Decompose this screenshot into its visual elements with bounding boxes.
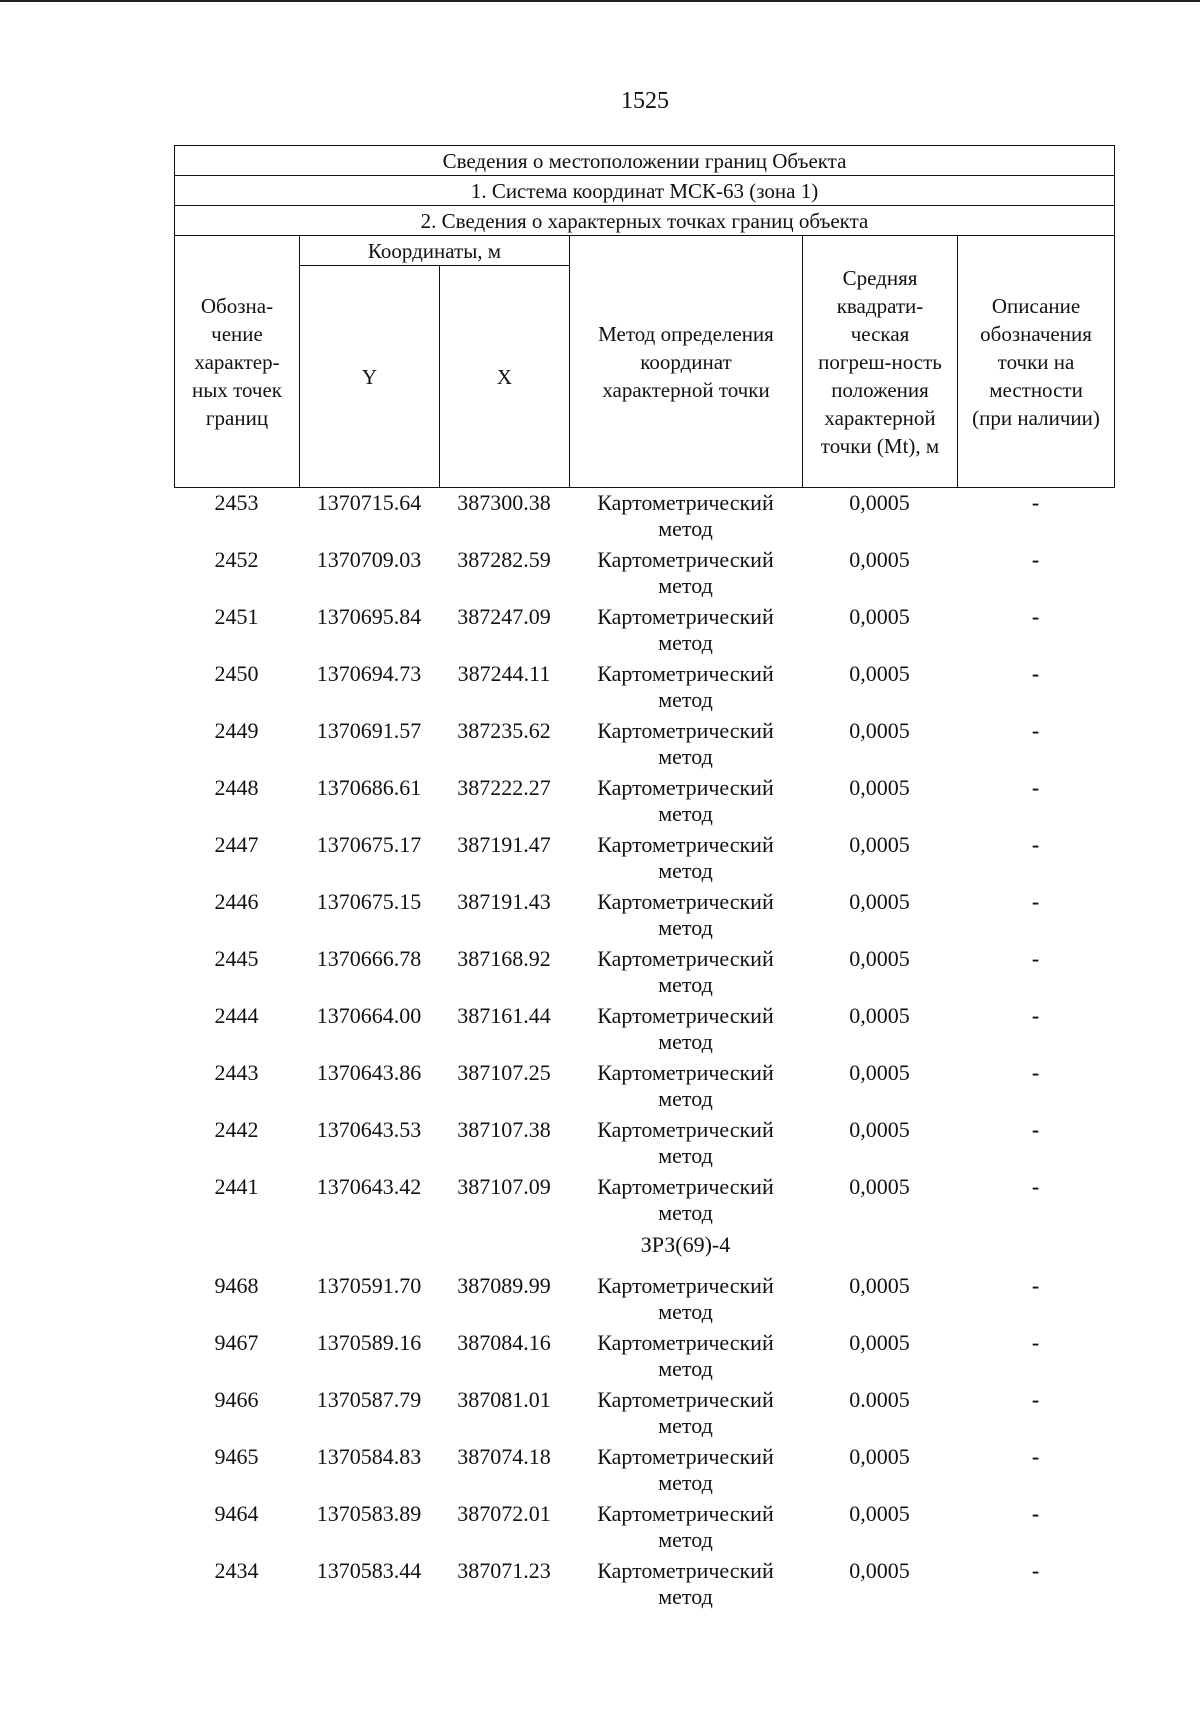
coord-x: 387107.09: [457, 1174, 551, 1199]
point-id: 9468: [214, 1273, 259, 1298]
point-id: 2451: [214, 604, 259, 629]
coord-y: 1370643.42: [316, 1174, 422, 1199]
method: Картометрический метод: [597, 1501, 774, 1552]
coord-y: 1370709.03: [316, 547, 422, 572]
method: Картометрический метод: [597, 1003, 774, 1054]
table-row: [174, 547, 1114, 604]
description: -: [1031, 547, 1040, 572]
point-id: 2434: [214, 1558, 259, 1583]
col-x: X: [440, 266, 570, 488]
coord-x: 387074.18: [457, 1444, 551, 1469]
coord-y: 1370666.78: [316, 946, 422, 971]
coord-y: 1370643.53: [316, 1117, 422, 1142]
method: Картометрический метод: [597, 832, 774, 883]
point-id: 2444: [214, 1003, 259, 1028]
col-y: Y: [300, 266, 440, 488]
point-id: 2441: [214, 1174, 259, 1199]
point-id: 2453: [214, 490, 259, 515]
table-row: [174, 1387, 1114, 1444]
error-value: 0,0005: [849, 604, 910, 629]
point-id: 2449: [214, 718, 259, 743]
top-rule: [0, 0, 1200, 2]
coord-x: 387300.38: [457, 490, 551, 515]
table-row: [174, 661, 1114, 718]
error-value: 0,0005: [849, 946, 910, 971]
description: -: [1031, 1558, 1040, 1583]
error-value: 0,0005: [849, 547, 910, 572]
method: Картометрический метод: [597, 718, 774, 769]
method: Картометрический метод: [597, 1273, 774, 1324]
section-row: [174, 1231, 1114, 1273]
table-row: [174, 490, 1114, 547]
method: Картометрический метод: [597, 1387, 774, 1438]
method: Картометрический метод: [597, 604, 774, 655]
table-title: Сведения о местоположении границ Объекта: [175, 146, 1115, 176]
coordinate-system: 1. Система координат МСК-63 (зона 1): [175, 176, 1115, 206]
coord-x: 387247.09: [457, 604, 551, 629]
error-value: 0,0005: [849, 1444, 910, 1469]
method: Картометрический метод: [597, 1558, 774, 1609]
method: Картометрический метод: [597, 490, 774, 541]
rows-group-a: [174, 490, 1114, 1231]
coord-y: 1370589.16: [316, 1330, 422, 1355]
col-error: Средняя квадрати-ческая погреш-ность положения характерной точки (Mt), м: [803, 236, 958, 488]
table-row: [174, 1330, 1114, 1387]
coord-y: 1370675.17: [316, 832, 422, 857]
description: -: [1031, 1501, 1040, 1526]
coord-y: 1370664.00: [316, 1003, 422, 1028]
col-method: Метод определения координат характерной точки: [570, 236, 803, 488]
coord-y: 1370675.15: [316, 889, 422, 914]
table-row: [174, 1444, 1114, 1501]
description: -: [1031, 1060, 1040, 1085]
description: -: [1031, 1003, 1040, 1028]
description: -: [1031, 832, 1040, 857]
coord-y: 1370715.64: [316, 490, 422, 515]
error-value: 0.0005: [849, 1387, 910, 1412]
error-value: 0,0005: [849, 832, 910, 857]
description: -: [1031, 661, 1040, 686]
description: -: [1031, 1117, 1040, 1142]
error-value: 0,0005: [849, 1060, 910, 1085]
coord-x: 387161.44: [457, 1003, 551, 1028]
error-value: 0,0005: [849, 1330, 910, 1355]
coord-y: 1370695.84: [316, 604, 422, 629]
coord-y: 1370587.79: [316, 1387, 422, 1412]
table-row: [174, 889, 1114, 946]
description: -: [1031, 775, 1040, 800]
error-value: 0,0005: [849, 1273, 910, 1298]
table-row: [174, 1501, 1114, 1558]
table-row: [174, 1117, 1114, 1174]
error-value: 0,0005: [849, 1558, 910, 1583]
section-label: ЗРЗ(69)-4: [640, 1232, 731, 1257]
description: -: [1031, 1444, 1040, 1469]
coord-x: 387222.27: [457, 775, 551, 800]
method: Картометрический метод: [597, 547, 774, 598]
point-id: 9465: [214, 1444, 259, 1469]
error-value: 0,0005: [849, 889, 910, 914]
method: Картометрический метод: [597, 775, 774, 826]
table-row: [174, 1003, 1114, 1060]
error-value: 0,0005: [849, 718, 910, 743]
table-row: [174, 946, 1114, 1003]
coord-y: 1370583.89: [316, 1501, 422, 1526]
method: Картометрический метод: [597, 946, 774, 997]
boundary-table: [174, 145, 1114, 1615]
description: -: [1031, 604, 1040, 629]
method: Картометрический метод: [597, 1444, 774, 1495]
method: Картометрический метод: [597, 661, 774, 712]
table-header: [174, 145, 1115, 488]
coord-x: 387107.25: [457, 1060, 551, 1085]
coord-x: 387081.01: [457, 1387, 551, 1412]
coord-y: 1370694.73: [316, 661, 422, 686]
description: -: [1031, 1330, 1040, 1355]
error-value: 0,0005: [849, 490, 910, 515]
table-row: [174, 1558, 1114, 1615]
coord-y: 1370691.57: [316, 718, 422, 743]
error-value: 0,0005: [849, 1501, 910, 1526]
coord-y: 1370584.83: [316, 1444, 422, 1469]
coord-x: 387168.92: [457, 946, 551, 971]
point-id: 2447: [214, 832, 259, 857]
rows-group-b: [174, 1273, 1114, 1615]
col-coords-group: Координаты, м: [300, 236, 570, 266]
table-row: [174, 718, 1114, 775]
table-row: [174, 1273, 1114, 1330]
table-row: [174, 832, 1114, 889]
table-row: [174, 1174, 1114, 1231]
point-id: 2448: [214, 775, 259, 800]
method: Картометрический метод: [597, 1174, 774, 1225]
coord-x: 387084.16: [457, 1330, 551, 1355]
error-value: 0,0005: [849, 1117, 910, 1142]
coord-y: 1370583.44: [316, 1558, 422, 1583]
point-id: 2442: [214, 1117, 259, 1142]
description: -: [1031, 1387, 1040, 1412]
point-id: 9467: [214, 1330, 259, 1355]
point-id: 2452: [214, 547, 259, 572]
description: -: [1031, 889, 1040, 914]
table-row: [174, 604, 1114, 661]
page-number: 1525: [621, 88, 669, 114]
point-id: 2445: [214, 946, 259, 971]
description: -: [1031, 1273, 1040, 1298]
method: Картометрический метод: [597, 1117, 774, 1168]
coord-y: 1370643.86: [316, 1060, 422, 1085]
method: Картометрический метод: [597, 1330, 774, 1381]
table-row: [174, 1060, 1114, 1117]
coord-x: 387072.01: [457, 1501, 551, 1526]
coord-x: 387191.47: [457, 832, 551, 857]
error-value: 0,0005: [849, 1003, 910, 1028]
table-subtitle: 2. Сведения о характерных точках границ объекта: [175, 206, 1115, 236]
coord-x: 387071.23: [457, 1558, 551, 1583]
coord-x: 387244.11: [457, 661, 551, 686]
point-id: 9464: [214, 1501, 259, 1526]
method: Картометрический метод: [597, 1060, 774, 1111]
point-id: 9466: [214, 1387, 259, 1412]
coord-x: 387107.38: [457, 1117, 551, 1142]
error-value: 0,0005: [849, 775, 910, 800]
coord-x: 387191.43: [457, 889, 551, 914]
coord-y: 1370686.61: [316, 775, 422, 800]
col-designation: Обозна-чение характер-ных точек границ: [175, 236, 300, 488]
description: -: [1031, 1174, 1040, 1199]
method: Картометрический метод: [597, 889, 774, 940]
coord-x: 387282.59: [457, 547, 551, 572]
coord-y: 1370591.70: [316, 1273, 422, 1298]
point-id: 2443: [214, 1060, 259, 1085]
description: -: [1031, 490, 1040, 515]
table-row: [174, 775, 1114, 832]
error-value: 0,0005: [849, 1174, 910, 1199]
col-description: Описание обозначения точки на местности (при наличии): [958, 236, 1115, 488]
point-id: 2446: [214, 889, 259, 914]
coord-x: 387089.99: [457, 1273, 551, 1298]
point-id: 2450: [214, 661, 259, 686]
description: -: [1031, 718, 1040, 743]
description: -: [1031, 946, 1040, 971]
coord-x: 387235.62: [457, 718, 551, 743]
error-value: 0,0005: [849, 661, 910, 686]
